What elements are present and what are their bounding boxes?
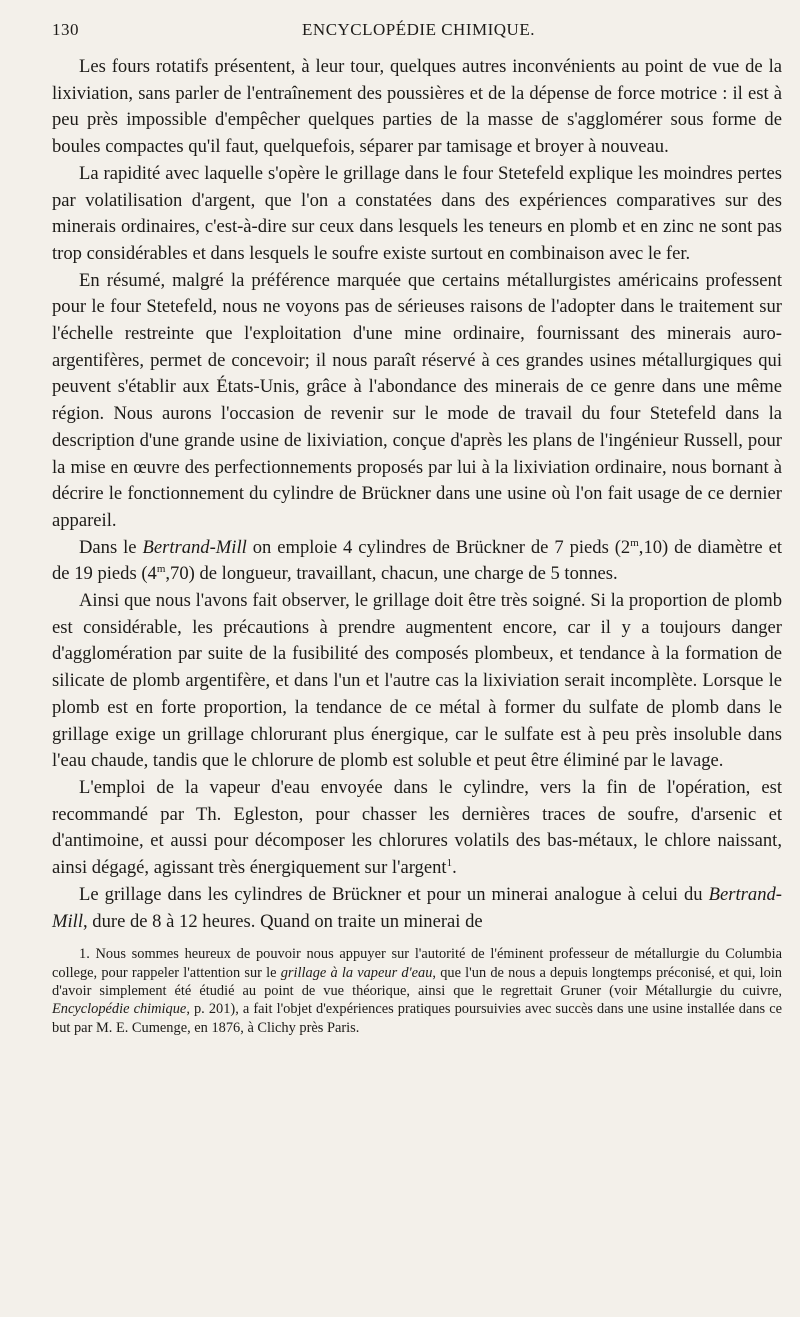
mill-name: Bertrand-Mill	[52, 883, 782, 932]
p6-end: .	[452, 857, 457, 879]
paragraph-1: Les fours rotatifs présentent, à leur tour, quelques autres inconvénients au point de vue de la lixiviation, sans parler de l'entraînement des poussières et de la dépense de force motrice : il est à peu près impossible d'empêcher quelques parties de la masse de s'agglomérer sous forme de boules compactes qu'il faut, quelquefois, séparer par tamisage et broyer à nouveau.	[52, 56, 782, 158]
footnote-number: 1.	[79, 946, 90, 963]
p4-text-c: ,10) de diamètre et de 19 pieds (4	[52, 536, 782, 585]
paragraph-5: Ainsi que nous l'avons fait observer, le grillage doit être très soigné. Si la proportion de plomb est considérable, les précautions à prendre augmentent encore, car il y a toujours danger d'agglomération par suite de la fusibilité des composés plombeux, et tendance à la formation de silicate de plomb argentifère, et dans l'un et l'autre cas la lixiviation serait incomplète. Lorsque le plomb est en forte proportion, la tendance de ce métal à former du sulfate de plomb dans le grillage exige un grillage chlorurant plus énergique, car le sulfate est à peu près insoluble dans l'eau chaude, tandis que le chlorure de plomb est soluble et peut être éliminé par le lavage.	[52, 590, 782, 772]
paragraph-7	[52, 882, 782, 935]
page	[52, 20, 782, 1037]
paragraph-4	[52, 535, 782, 588]
paragraph-6	[52, 775, 782, 882]
footnote-1	[52, 945, 782, 1037]
paragraph-3: En résumé, malgré la préférence marquée que certains métallurgistes américains professent pour le four Stetefeld, nous ne voyons pas de sérieuses raisons de l'adopter dans le traitement sur l'échelle restreinte que l'exploitation d'une mine ordinaire, fournissant des minerais auro-argentifères, permet de concevoir; il nous paraît réservé à ces grandes usines métallurgiques qui peuvent s'établir aux États-Unis, grâce à l'abondance des minerais de ce genre dans une même région. Nous aurons l'occasion de revenir sur le mode de travail du four Stetefeld dans la description d'une grande usine de lixiviation, conçue d'après les plans de l'ingénieur Russell, pour la mise en œuvre des perfectionnements proposés par lui à la lixiviation ordinaire, nous bornant à décrire le fonctionnement du cylindre de Brückner dans une usine où l'on fait usage de ce dernier appareil.	[52, 269, 782, 531]
fn-text-b: , que l'un de nous a depuis longtemps préconisé, et qui, loin d'avoir simplement été étudié au point de vue théorique, ainsi que le regrettait Gruner (voir Métallurgie du cuivre,	[52, 964, 783, 1000]
fn-italic-1: grillage à la vapeur d'eau	[280, 964, 433, 981]
p6-text: L'emploi de la vapeur d'eau envoyée dans le cylindre, vers la fin de l'opération, est recommandé par Th. Egleston, pour chasser les dernières traces de soufre, d'arsenic et d'antimoine, et aussi pour décomposer les chlorures volatils des bas-métaux, le chlore naissant, ainsi dégagé, agissant très énergiquement sur l'argent	[52, 776, 782, 879]
running-header	[52, 20, 782, 44]
footnote-reference: 1	[446, 856, 453, 869]
fn-text-a: Nous sommes heureux de pouvoir nous appuyer sur l'autorité de l'éminent professeur de métallurgie du Columbia college, pour rappeler l'attention sur le	[52, 946, 782, 981]
page-number: 130	[52, 20, 79, 39]
p4-text-d: ,70) de longueur, travaillant, chacun, une charge de 5 tonnes.	[165, 563, 618, 585]
body-text	[52, 54, 782, 935]
p7-text-b: , dure de 8 à 12 heures. Quand on traite un minerai de	[83, 910, 483, 932]
p4-text-b: on emploie 4 cylindres de Brückner de 7 pieds (2	[246, 536, 631, 558]
unit-superscript: m	[630, 536, 639, 549]
fn-text-c: , p. 201), a fait l'objet d'expériences pratiques poursuivies avec succès dans une usine installée dans ce but par M. E. Cumenge, en 1876, à Clichy près Paris.	[52, 1001, 782, 1036]
p4-text-a: Dans le	[79, 536, 143, 558]
paragraph-2: La rapidité avec laquelle s'opère le grillage dans le four Stetefeld explique les moindres pertes par volatilisation d'argent, que l'on a constatées dans des expériences comparatives sur des minerais ordinaires, c'est-à-dire sur ceux dans lesquels les teneurs en plomb et en zinc ne sont pas trop considérables et dans lesquels le soufre existe surtout en combinaison avec le fer.	[52, 162, 782, 264]
running-title: ENCYCLOPÉDIE CHIMIQUE.	[302, 20, 535, 39]
footnotes	[52, 945, 782, 1037]
p7-text-a: Le grillage dans les cylindres de Brückner et pour un minerai analogue à celui du	[79, 883, 709, 905]
unit-superscript: m	[156, 563, 166, 576]
fn-italic-2: Encyclopédie chimique	[52, 1001, 187, 1018]
mill-name: Bertrand-Mill	[142, 536, 247, 558]
